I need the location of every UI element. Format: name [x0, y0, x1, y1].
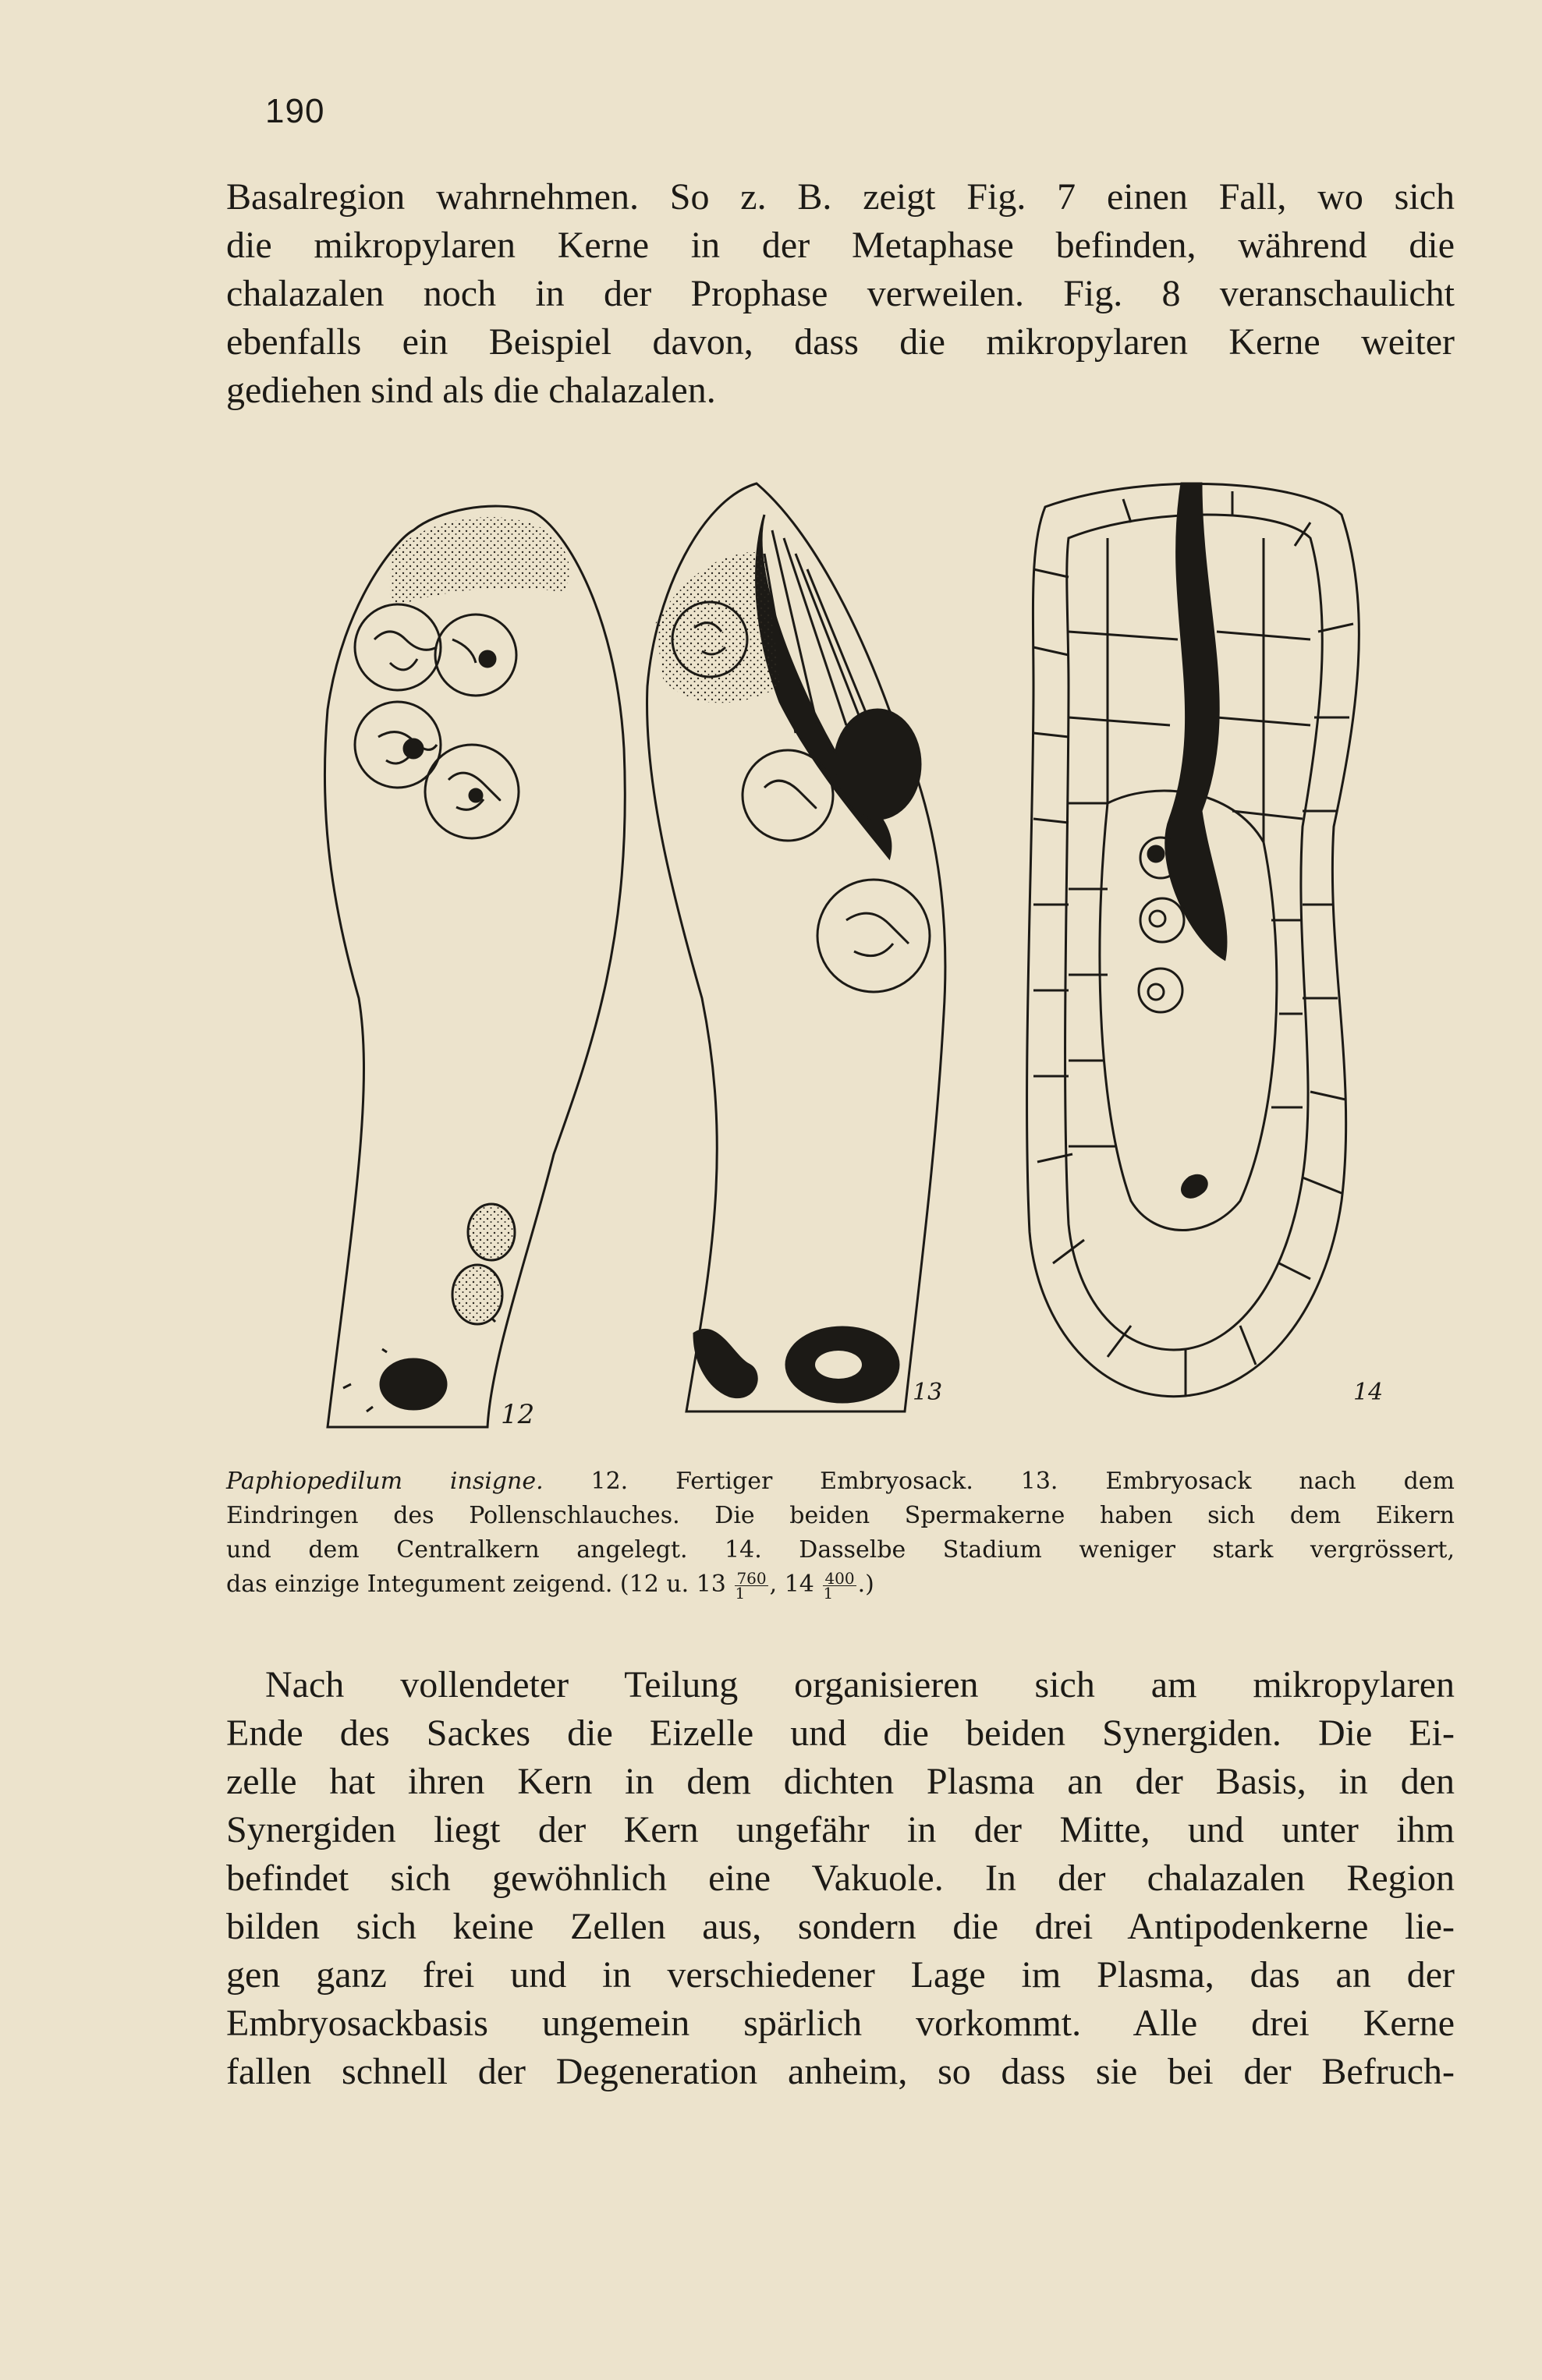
text-line: die mikropylaren Kerne in der Metaphase befinden, während die [226, 225, 1455, 266]
magnification-fraction [735, 1568, 767, 1603]
frac-denominator: 1 [823, 1583, 834, 1603]
text-line: gediehen sind als die chalazalen. [226, 370, 716, 411]
page-number: 190 [265, 92, 325, 130]
figure-12-embryo-sac [324, 506, 625, 1430]
text-line: ebenfalls ein Beispiel davon, dass die mikropylaren Kerne weiter [226, 321, 1455, 363]
frac-numerator: 400 [824, 1568, 855, 1588]
figure-label-12: 12 [501, 1399, 535, 1430]
text-line: befindet sich gewöhnlich eine Vakuole. In der chalazalen Region [226, 1858, 1455, 1899]
text-line: Synergiden liegt der Kern ungefähr in der Mitte, und unter ihm [226, 1809, 1455, 1851]
caption-line: Eindringen des Pollenschlauches. Die beiden Spermakerne haben sich dem Eikern [226, 1502, 1455, 1529]
caption-line [226, 1567, 1455, 1602]
caption-text: 12. Fertiger Embryosack. 13. Embryosack nach dem [590, 1468, 1455, 1495]
text-line: Nach vollendeter Teilung organisieren sich am mikropylaren [265, 1664, 1455, 1705]
figure-14-ovule [1027, 483, 1384, 1406]
caption-text: , 14 [769, 1571, 814, 1598]
caption-species: Paphiopedilum insigne. [226, 1468, 544, 1495]
magnification-fraction [823, 1568, 856, 1603]
figure-label-13: 13 [913, 1379, 943, 1406]
text-line: chalazalen noch in der Prophase verweilen. Fig. 8 veranschaulicht [226, 273, 1455, 314]
botanical-figure [296, 452, 1420, 1443]
paragraph-top [226, 173, 1455, 415]
figure-label-14: 14 [1353, 1379, 1384, 1406]
caption-text: das einzige Integument zeigend. (12 u. 13 [226, 1571, 726, 1598]
figure-caption [226, 1464, 1455, 1602]
text-line: fallen schnell der Degeneration anheim, so dass sie bei der Befruch- [226, 2051, 1455, 2092]
caption-line: und dem Centralkern angelegt. 14. Dasselbe Stadium weniger stark vergrössert, [226, 1536, 1455, 1564]
text-line: zelle hat ihren Kern in dem dichten Plasma an der Basis, in den [226, 1761, 1455, 1802]
text-line: bilden sich keine Zellen aus, sondern die drei Antipodenkerne lie- [226, 1906, 1455, 1947]
text-line: Ende des Sackes die Eizelle und die beiden Synergiden. Die Ei- [226, 1712, 1455, 1754]
paragraph-bottom [226, 1661, 1455, 2096]
caption-text: .) [857, 1571, 874, 1598]
caption-line [226, 1464, 1455, 1499]
text-line: Basalregion wahrnehmen. So z. B. zeigt Fig. 7 einen Fall, wo sich [226, 176, 1455, 218]
frac-numerator: 760 [736, 1568, 767, 1588]
figure-illustration [296, 452, 1420, 1443]
frac-denominator: 1 [735, 1583, 746, 1603]
text-line: gen ganz frei und in verschiedener Lage im Plasma, das an der [226, 1954, 1455, 1996]
text-line: Embryosackbasis ungemein spärlich vorkommt. Alle drei Kerne [226, 2003, 1455, 2044]
figure-13-embryo-sac [647, 483, 945, 1411]
